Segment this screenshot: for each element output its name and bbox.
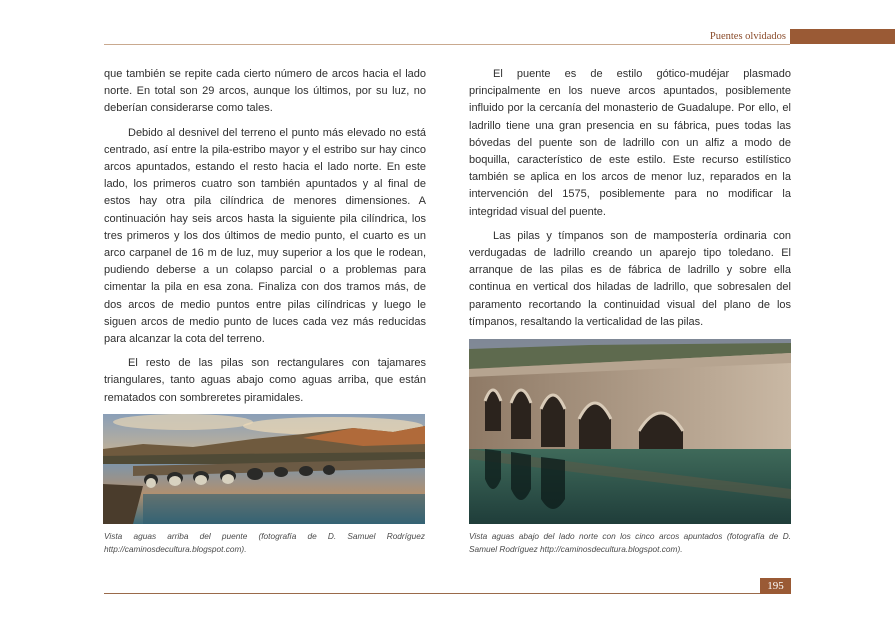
right-text-column	[469, 66, 791, 338]
bridge-upstream-photo	[103, 414, 425, 524]
left-paragraph-1: que también se repite cada cierto número de arcos hacia el lado norte. En total son 29 arcos, aunque los últimos, por su luz, no deberían considerarse como tales.	[104, 68, 426, 115]
running-header-title: Puentes olvidados	[709, 31, 786, 42]
footer-divider	[104, 593, 760, 594]
right-paragraph-1: El puente es de estilo gótico-mudéjar plasmado principalmente en los nueve arcos apuntados, posiblemente influido por la cercanía del monasterio de Guadalupe. Por ello, el ladrillo tiene una gran presencia en su fábrica, pues todas las bóvedas del puente son de ladrillo con un alfiz a modo de boquilla, característico de este estilo. Este recurso estilístico también se aplica en los arcos de menor luz, reparados en la intervención del 1575, posiblemente para no modificar la integridad visual del puente.	[469, 68, 791, 218]
header-divider	[104, 44, 790, 45]
right-figure-caption: Vista aguas abajo del lado norte con los cinco arcos apuntados (fotografía de D. Samuel Rodríguez http://caminosdecultura.blogspot.com).	[469, 531, 791, 554]
page-number-badge: 195	[760, 578, 791, 594]
right-paragraph-2: Las pilas y tímpanos son de mampostería ordinaria con verdugadas de ladrillo creando un aparejo tipo toledano. El arranque de las pilas es de fábrica de ladrillo y sobre ella continua en vertical dos hiladas de ladrillo, que sobresalen del paramento recortando la continuidad visual del plano de los tímpanos, resaltando la verticalidad de las pilas.	[469, 229, 791, 328]
left-paragraph-3: El resto de las pilas son rectangulares con tajamares triangulares, tanto aguas abajo como aguas arriba, que están rematados con sombreretes piramidales.	[104, 357, 426, 404]
left-figure-caption: Vista aguas arriba del puente (fotografía de D. Samuel Rodríguez http://caminosdecultura.blogspot.com).	[104, 531, 425, 554]
bridge-downstream-arches-photo	[469, 339, 791, 524]
left-text-column	[104, 66, 426, 414]
left-paragraph-2: Debido al desnivel del terreno el punto más elevado no está centrado, así entre la pila-estribo mayor y el estribo sur hay cinco arcos apuntados, estando el resto hacia el lado norte. En este lado, los primeros cuatro son también apuntados y al final de estos hay otra pila cilíndrica de menores dimensiones. A continuación hay seis arcos hasta la siguiente pila cilíndrica, los tres primeros y los dos últimos de medio punto, el cuarto es un arco carpanel de 16 m de luz, muy superior a los que le rodean, pudiendo deberse a un colapso parcial o a problemas para cimentar la pila en esa zona. Finaliza con dos tramos más, de dos arcos de medio puntos entre pilas cilíndricas y luego le siguen arcos de medio punto de luces cada vez más reducidas para alcanzar la cota del terreno.	[104, 126, 426, 346]
header-accent-bar	[790, 29, 895, 44]
